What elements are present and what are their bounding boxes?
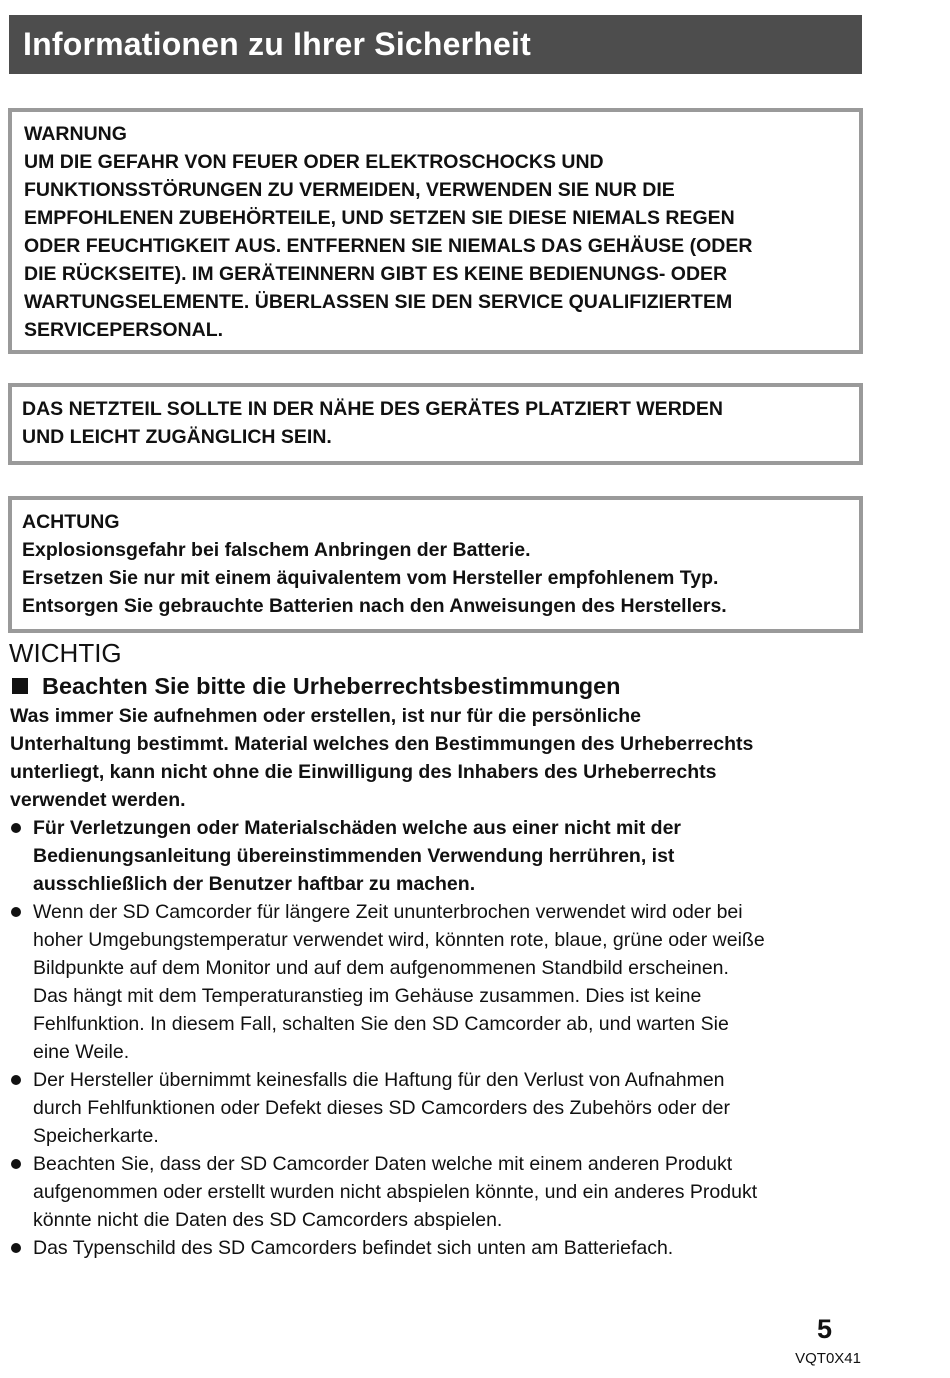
bullet-dot-icon: [11, 1075, 21, 1085]
list-item-line: hoher Umgebungstemperatur verwendet wird, könnten rote, blaue, grüne oder weiße: [33, 929, 765, 951]
caution-line: Explosionsgefahr bei falschem Anbringen der Batterie.: [22, 539, 531, 561]
list-item-line: Wenn der SD Camcorder für längere Zeit ununterbrochen verwendet wird oder bei: [33, 901, 743, 923]
warning-line: ODER FEUCHTIGKEIT AUS. ENTFERNEN SIE NIEMALS DAS GEHÄUSE (ODER: [24, 235, 753, 257]
caution-line: Entsorgen Sie gebrauchte Batterien nach den Anweisungen des Herstellers.: [22, 595, 727, 617]
list-item-line: aufgenommen oder erstellt wurden nicht abspielen könnte, und ein anderes Produkt: [33, 1181, 758, 1203]
document-code: VQT0X41: [795, 1350, 861, 1367]
list-item: [10, 1066, 870, 1150]
power-adapter-line: UND LEICHT ZUGÄNGLICH SEIN.: [22, 426, 332, 448]
important-heading: WICHTIG: [9, 638, 122, 668]
caution-heading: ACHTUNG: [22, 511, 120, 533]
paragraph-line: verwendet werden.: [10, 789, 186, 811]
bullet-list: [10, 814, 870, 1262]
warning-heading: WARNUNG: [24, 123, 127, 145]
page-number: 5: [816, 1314, 832, 1344]
list-item: [10, 898, 870, 1066]
list-item: [10, 1234, 870, 1262]
paragraph-line: Unterhaltung bestimmt. Material welches den Bestimmungen des Urheberrechts: [10, 733, 754, 755]
list-item-line: Beachten Sie, dass der SD Camcorder Daten welche mit einem anderen Produkt: [33, 1153, 733, 1175]
list-item: [10, 814, 870, 898]
warning-line: WARTUNGSELEMENTE. ÜBERLASSEN SIE DEN SERVICE QUALIFIZIERTEM: [24, 291, 733, 313]
paragraph-line: Was immer Sie aufnehmen oder erstellen, ist nur für die persönliche: [10, 705, 642, 727]
square-bullet-icon: [12, 678, 28, 694]
list-item-line: ausschließlich der Benutzer haftbar zu machen.: [33, 873, 476, 895]
bullet-dot-icon: [11, 907, 21, 917]
page-title: Informationen zu Ihrer Sicherheit: [23, 26, 532, 62]
bullet-dot-icon: [11, 1159, 21, 1169]
list-item-line: Das Typenschild des SD Camcorders befindet sich unten am Batteriefach.: [33, 1237, 674, 1259]
paragraph-line: unterliegt, kann nicht ohne die Einwilligung des Inhabers des Urheberrechts: [10, 761, 717, 783]
list-item-line: eine Weile.: [33, 1041, 130, 1063]
list-item-line: Bildpunkte auf dem Monitor und auf dem aufgenommenen Standbild erscheinen.: [33, 957, 729, 979]
warning-line: FUNKTIONSSTÖRUNGEN ZU VERMEIDEN, VERWENDEN SIE NUR DIE: [24, 179, 675, 201]
warning-line: EMPFOHLENEN ZUBEHÖRTEILE, UND SETZEN SIE DIESE NIEMALS REGEN: [24, 207, 735, 229]
list-item: [10, 1150, 870, 1234]
list-item-line: Fehlfunktion. In diesem Fall, schalten Sie den SD Camcorder ab, und warten Sie: [33, 1013, 729, 1035]
caution-line: Ersetzen Sie nur mit einem äquivalentem vom Hersteller empfohlenem Typ.: [22, 567, 719, 589]
list-item-line: Der Hersteller übernimmt keinesfalls die Haftung für den Verlust von Aufnahmen: [33, 1069, 725, 1091]
list-item-line: könnte nicht die Daten des SD Camcorders abspielen.: [33, 1209, 503, 1231]
list-item-line: Das hängt mit dem Temperaturanstieg im Gehäuse zusammen. Dies ist keine: [33, 985, 702, 1007]
warning-line: DIE RÜCKSEITE). IM GERÄTEINNERN GIBT ES KEINE BEDIENUNGS- ODER: [24, 263, 728, 285]
page-title-bar: [9, 15, 862, 74]
caution-box: [8, 496, 863, 633]
bullet-dot-icon: [11, 1243, 21, 1253]
power-adapter-line: DAS NETZTEIL SOLLTE IN DER NÄHE DES GERÄTES PLATZIERT WERDEN: [22, 398, 723, 420]
bullet-dot-icon: [11, 823, 21, 833]
copyright-paragraph: [10, 702, 753, 814]
power-adapter-box: [8, 383, 863, 465]
copyright-subheading: [10, 670, 621, 702]
list-item-line: durch Fehlfunktionen oder Defekt dieses SD Camcorders des Zubehörs oder der: [33, 1097, 730, 1119]
list-item-line: Für Verletzungen oder Materialschäden welche aus einer nicht mit der: [33, 817, 682, 839]
warning-box: [8, 108, 863, 354]
list-item-line: Bedienungsanleitung übereinstimmenden Verwendung herrühren, ist: [33, 845, 675, 867]
warning-line: SERVICEPERSONAL.: [24, 319, 224, 341]
copyright-subheading-text: Beachten Sie bitte die Urheberrechtsbestimmungen: [42, 673, 621, 699]
list-item-line: Speicherkarte.: [33, 1125, 159, 1147]
warning-line: UM DIE GEFAHR VON FEUER ODER ELEKTROSCHOCKS UND: [24, 151, 604, 173]
